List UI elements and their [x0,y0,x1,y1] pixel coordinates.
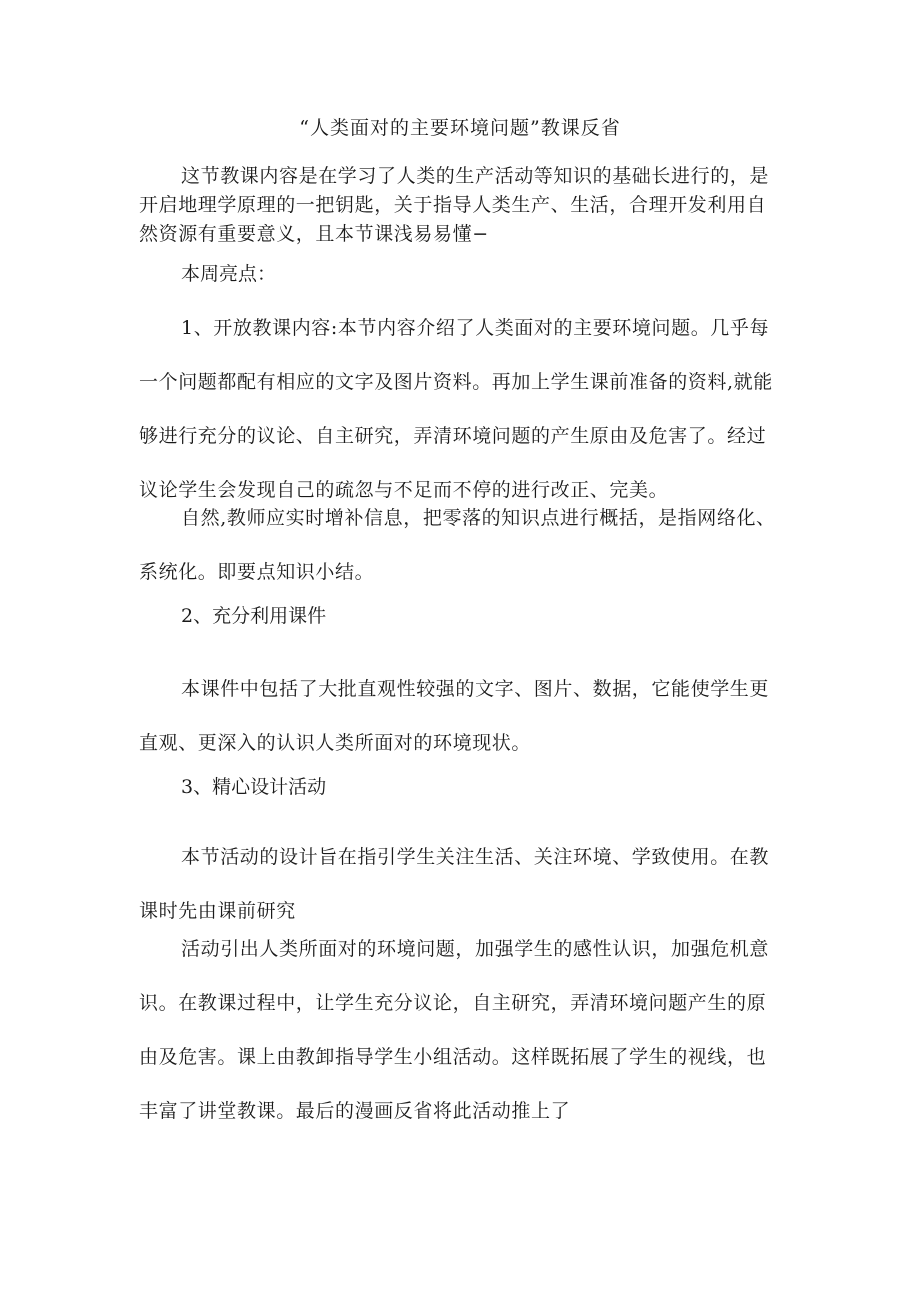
activity-line: 识。在教课过程中，让学生充分议论，自主研究，弄清环境问题产生的原 [139,992,767,1014]
point1-paragraph [139,301,789,517]
point2-heading: 2、充分利用课件 [181,605,327,627]
summary-line: 系统化。即要点知识小结。 [139,561,375,583]
intro-line: 然资源有重要意义，且本节课浅易易懂− [139,223,489,245]
intro-line: 这节教课内容是在学习了人类的生产活动等知识的基础长进行的，是 [181,165,770,187]
highlights-heading: 本周亮点： [181,263,277,285]
point3-line: 本节活动的设计旨在指引学生关注生活、关注环境、学致使用。在教 [181,846,770,868]
point3-heading: 3、精心设计活动 [181,776,327,798]
activity-line: 活动引出人类所面对的环境问题，加强学生的感性认识，加强危机意 [181,938,770,960]
point1-line: 议论学生会发现自己的疏忽与不足而不停的进行改正、完美。 [139,479,669,501]
point1-line: 1、开放教课内容:本节内容介绍了人类面对的主要环境问题。几乎每 [181,317,770,339]
activity-line: 由及危害。课上由教卸指导学生小组活动。这样既拓展了学生的视线，也 [139,1046,767,1068]
activity-paragraph [139,922,789,1138]
point3-line: 课时先由课前研究 [139,900,296,922]
point2-line: 直观、更深入的认识人类所面对的环境现状。 [139,732,532,754]
summary-line: 自然,教师应实时增补信息，把零落的知识点进行概括，是指网络化、 [181,507,776,529]
activity-line: 丰富了讲堂教课。最后的漫画反省将此活动推上了 [139,1100,571,1122]
document-title: “人类面对的主要环境问题”教课反省 [299,117,621,139]
point1-line: 一个问题都配有相应的文字及图片资料。再加上学生课前准备的资料,就能 [139,371,773,393]
intro-line: 开启地理学原理的一把钥匙，关于指导人类生产、生活，合理开发利用自 [139,194,767,216]
point1-line: 够进行充分的议论、自主研究，弄清环境问题的产生原由及危害了。经过 [139,425,767,447]
summary-paragraph [139,491,789,599]
point2-paragraph [139,662,789,770]
intro-paragraph [139,162,789,249]
point2-line: 本课件中包括了大批直观性较强的文字、图片、数据，它能使学生更 [181,678,770,700]
